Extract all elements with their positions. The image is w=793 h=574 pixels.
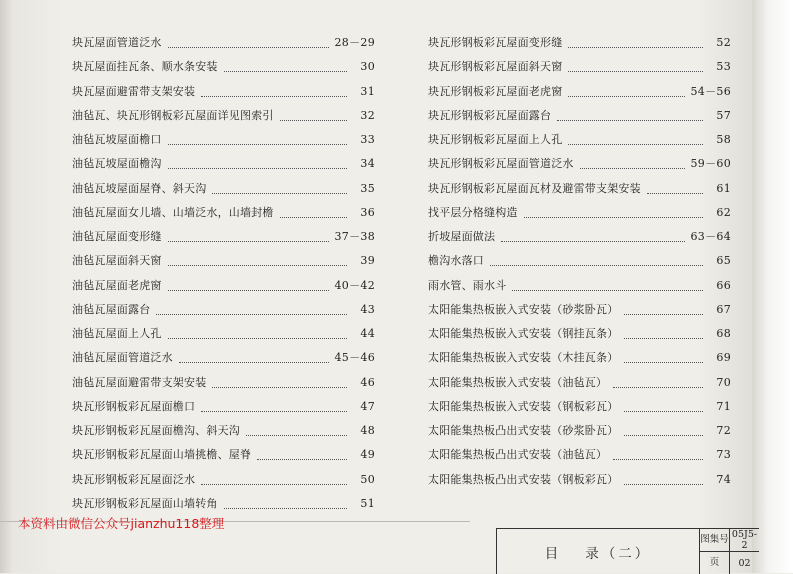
toc-entry-title: 油毡瓦屋面女儿墙、山墙泛水，山墙封檐 [72,205,274,219]
toc-entry [428,33,731,53]
dot-leader [501,240,684,242]
toc-entry-page: 73 [716,448,731,462]
toc-entry-page: 37－38 [334,230,375,243]
dot-leader [624,361,703,363]
toc-entry-title: 块瓦形钢板彩瓦屋面山墙转角 [72,496,218,510]
toc-entry [428,251,731,271]
toc-entry-title: 太阳能集热板嵌入式安装（油毡瓦） [428,375,608,389]
page-number-label: 页 [700,552,730,574]
toc-entry-page: 46 [360,375,375,389]
title-left: 目 [544,545,562,562]
dot-leader [647,192,703,194]
toc-entry-page: 28－29 [334,36,375,49]
toc-entry-page: 74 [716,472,731,486]
toc-entry-page: 71 [716,399,731,413]
toc-entry-page: 53 [716,60,731,74]
toc-entry-title: 块瓦形钢板彩瓦屋面变形缝 [428,36,563,49]
toc-entry [428,276,731,296]
toc-entry-page: 45－46 [334,351,375,365]
dot-leader [524,216,703,218]
toc-entry-page: 33 [360,133,375,146]
toc-entry-page: 39 [360,254,375,268]
title-right: 录（二） [585,545,652,562]
toc-entry-page: 36 [360,205,375,219]
toc-entry-title: 块瓦形钢板彩瓦屋面上人孔 [428,133,563,146]
toc-entry-title: 太阳能集热板凸出式安装（钢板彩瓦） [428,472,619,486]
toc-entry [428,130,731,150]
toc-entry-title: 油毡瓦屋面斜天窗 [72,254,162,268]
toc-entry [428,227,731,247]
dot-leader [624,313,703,315]
toc-entry-page: 52 [716,36,731,49]
toc-entry-title: 块瓦形钢板彩瓦屋面檐口 [72,399,196,413]
toc-entry-page: 69 [716,351,731,365]
toc-entry-title: 块瓦形钢板彩瓦屋面瓦材及避雷带支架安装 [428,181,641,195]
atlas-number-label: 图集号 [700,529,730,551]
toc-entry-title: 太阳能集热板嵌入式安装（钢板彩瓦） [428,399,619,413]
toc-entry [428,57,731,77]
toc-entry-title: 太阳能集热板嵌入式安装（砂浆卧瓦） [428,302,619,316]
dot-leader [624,483,703,485]
atlas-number-row [700,529,759,552]
toc-entry-title: 雨水管、雨水斗 [428,278,507,292]
watermark-text: 本资料由微信公众号jianzhu118整理 [18,516,225,531]
toc-entry-page: 59－60 [690,157,731,171]
toc-entry-title: 油毡瓦屋面变形缝 [72,230,162,243]
toc-entry-page: 48 [360,424,375,437]
toc-entry [428,179,731,199]
page-number-row [700,552,759,574]
toc-entry-page: 67 [716,302,731,316]
toc-entry [428,203,731,223]
atlas-number-value: 05J5-2 [731,529,758,551]
dot-leader [568,46,703,48]
toc-entry-page: 63－64 [690,230,731,243]
toc-entry-title: 油毡瓦坡屋面檐沟 [72,157,162,171]
toc-entry-title: 块瓦形钢板彩瓦屋面管道泛水 [428,157,574,171]
dot-leader [624,434,703,436]
toc-entry [428,82,731,102]
toc-entry-page: 66 [716,278,731,292]
toc-entry-title: 块瓦形钢板彩瓦屋面老虎窗 [428,84,563,98]
dot-leader [580,167,685,169]
toc-entry-page: 47 [360,399,375,413]
toc-entry [428,397,731,417]
dot-leader [613,458,703,460]
toc-entry-title: 找平层分格缝构造 [428,205,518,219]
toc-entry-page: 62 [716,205,731,219]
toc-entry-title: 油毡瓦坡屋面屋脊、斜天沟 [72,181,207,195]
dot-leader [568,143,703,145]
dot-leader [490,264,703,266]
toc-entry [428,445,731,465]
toc-entry-title: 油毡瓦屋面管道泛水 [72,351,173,365]
toc-entry-title: 油毡瓦屋面老虎窗 [72,278,162,292]
toc-entry-title: 檐沟水落口 [428,254,484,268]
toc-entry-title: 块瓦屋面避雷带支架安装 [72,84,196,98]
toc-entry [428,373,731,393]
toc-entry-page: 32 [360,108,375,122]
toc-entry [428,470,731,490]
dot-leader [624,337,703,339]
toc-entry [428,348,731,368]
dot-leader [512,289,703,291]
toc-entry-title: 油毡瓦坡屋面檐口 [72,133,162,146]
toc-entry-title: 油毡瓦、块瓦形钢板彩瓦屋面详见图索引 [72,108,274,122]
toc-entry-title: 块瓦屋面挂瓦条、顺水条安装 [72,60,218,74]
toc-entry-page: 70 [716,375,731,389]
dot-leader [624,410,703,412]
toc-entry-title: 太阳能集热板嵌入式安装（木挂瓦条） [428,351,619,365]
toc-entry-title: 块瓦形钢板彩瓦屋面山墙挑檐、屋脊 [72,448,252,462]
toc-entry-page: 44 [360,327,375,340]
toc-entry-page: 34 [360,157,375,171]
dot-leader [568,70,703,72]
toc-entry-page: 40－42 [334,278,375,292]
toc-entry [428,106,731,126]
toc-entry [428,324,731,344]
title-block-heading [497,529,700,574]
toc-entry-page: 58 [716,133,731,146]
toc-entry-title: 块瓦形钢板彩瓦屋面檐沟、斜天沟 [72,424,240,437]
toc-entry [428,421,731,441]
toc-entry-title: 油毡瓦屋面避雷带支架安装 [72,375,207,389]
toc-entry-page: 72 [716,424,731,437]
toc-entry-title: 块瓦形钢板彩瓦屋面露台 [428,108,552,122]
toc-entry-title: 块瓦形钢板彩瓦屋面斜天窗 [428,60,563,74]
toc-entry-page: 31 [360,84,375,98]
dot-leader [557,119,703,121]
toc-entry-page: 57 [716,108,731,122]
toc-entry-page: 50 [360,472,375,486]
toc-entry-page: 68 [716,327,731,340]
title-block [496,528,759,574]
toc-entry-page: 51 [360,496,375,510]
toc-entry-title: 油毡瓦屋面上人孔 [72,327,162,340]
toc-entry-title: 块瓦屋面管道泛水 [72,36,162,49]
toc-entry-title: 块瓦形钢板彩瓦屋面泛水 [72,472,196,486]
toc-entry-page: 30 [360,60,375,74]
toc-entry-title: 折坡屋面做法 [428,230,496,243]
toc-entry-page: 35 [360,181,375,195]
dot-leader [613,386,703,388]
toc-entry-page: 65 [716,254,731,268]
toc-entry-title: 太阳能集热板凸出式安装（油毡瓦） [428,448,608,462]
toc-entry [428,300,731,320]
dot-leader [568,95,684,97]
toc-entry-title: 太阳能集热板凸出式安装（砂浆卧瓦） [428,424,619,437]
toc-entry-page: 49 [360,448,375,462]
toc-entry-page: 43 [360,302,375,316]
toc-entry-page: 61 [716,181,731,195]
toc-entry-title: 太阳能集热板嵌入式安装（钢挂瓦条） [428,327,619,340]
toc-entry-page: 54－56 [690,84,731,98]
toc-entry [428,154,731,174]
toc-entry-title: 油毡瓦屋面露台 [72,302,151,316]
page-number-value: 02 [738,557,751,569]
